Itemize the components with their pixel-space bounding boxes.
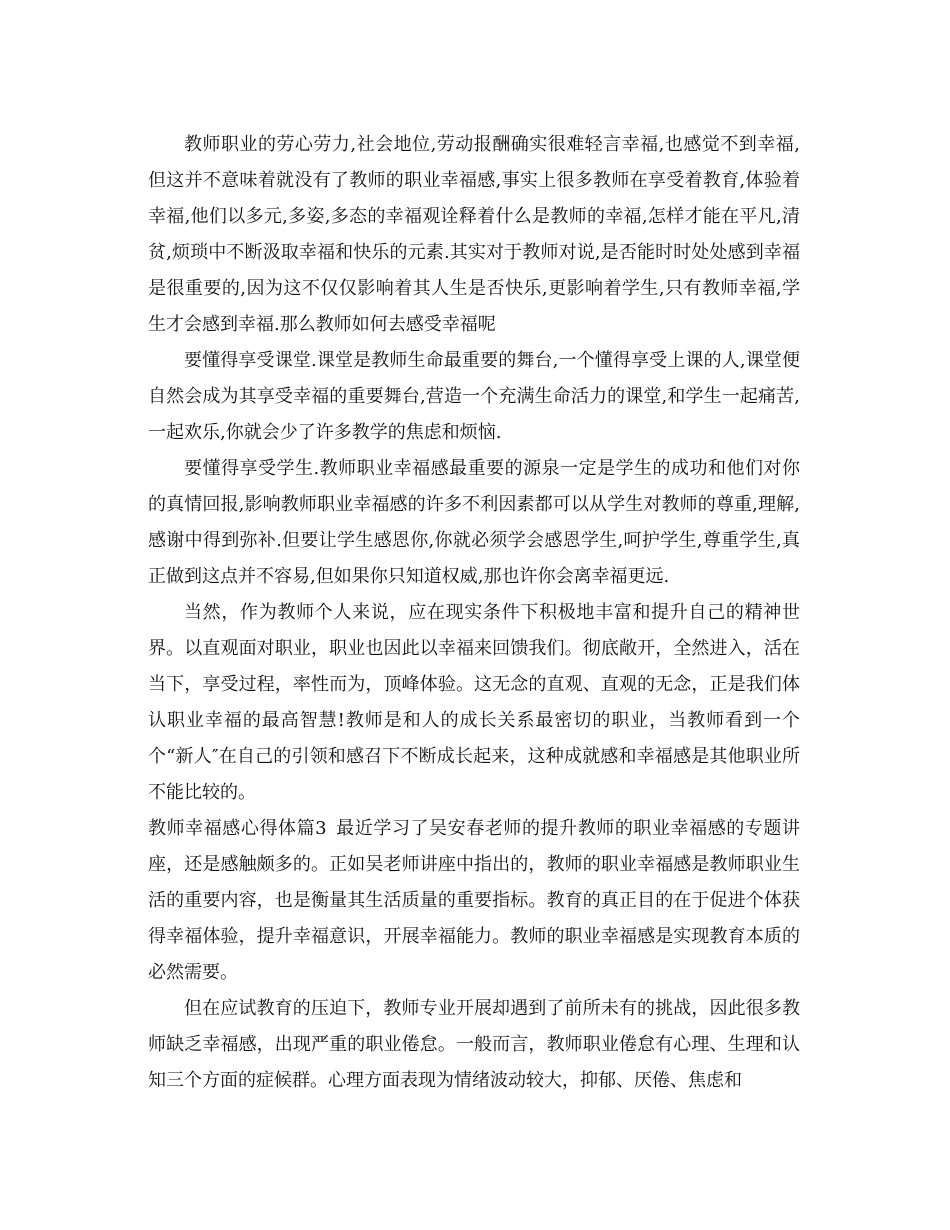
document-body <box>148 127 800 1099</box>
paragraph-3: 要懂得享受学生.教师职业幸福感最重要的源泉一定是学生的成功和他们对你的真情回报,影响教师职业幸福感的许多不利因素都可以从学生对教师的尊重,理解,感谢中得到弥补.但要让学生感恩你,你就必须学会感恩学生,呵护学生,尊重学生,真正做到这点并不容易,但如果你只知道权威,那也许你会离幸福更远. <box>148 458 800 587</box>
paragraph-6: 但在应试教育的压迫下，教师专业开展却遇到了前所未有的挑战，因此很多教师缺乏幸福感，出现严重的职业倦怠。一般而言，教师职业倦怠有心理、生理和认知三个方面的症候群。心理方面表现为情绪波动较大，抑郁、厌倦、焦虑和 <box>148 998 800 1091</box>
section-paragraph <box>148 811 800 991</box>
section-intro: 最近学习了吴安春老师的提升教师的职业幸福感的专题讲座，还是感触颇多的。正如吴老师讲座中指出的，教师的职业幸福感是教师职业生活的重要内容，也是衡量其生活质量的重要指标。教育的真正目的在于促进个体获得幸福体验，提升幸福意识，开展幸福能力。教师的职业幸福感是实现教育本质的必然需要。 <box>148 818 801 983</box>
paragraph-2: 要懂得享受课堂.课堂是教师生命最重要的舞台,一个懂得享受上课的人,课堂便自然会成为其享受幸福的重要舞台,营造一个充满生命活力的课堂,和学生一起痛苦,一起欢乐,你就会少了许多教学的焦虑和烦恼. <box>148 350 800 443</box>
paragraph-1: 教师职业的劳心劳力,社会地位,劳动报酬确实很难轻言幸福,也感觉不到幸福,但这并不意味着就没有了教师的职业幸福感,事实上很多教师在享受着教育,体验着幸福,他们以多元,多姿,多态的幸福观诠释着什么是教师的幸福,怎样才能在平凡,清贫,烦琐中不断汲取幸福和快乐的元素.其实对于教师对说,是否能时时处处感到幸福是很重要的,因为这不仅仅影响着其人生是否快乐,更影响着学生,只有教师幸福,学生才会感到幸福.那么教师如何去感受幸福呢 <box>148 134 800 335</box>
paragraph-4: 当然，作为教师个人来说，应在现实条件下积极地丰富和提升自己的精神世界。以直观面对职业，职业也因此以幸福来回馈我们。彻底敞开，全然进入，活在当下，享受过程，率性而为，顶峰体验。这无念的直观、直观的无念，正是我们体认职业幸福的最高智慧!教师是和人的成长关系最密切的职业，当教师看到一个个“新人″在自己的引领和感召下不断成长起来，这种成就感和幸福感是其他职业所不能比较的。 <box>148 602 800 803</box>
section-heading: 教师幸福感心得体篇3 <box>148 818 327 839</box>
